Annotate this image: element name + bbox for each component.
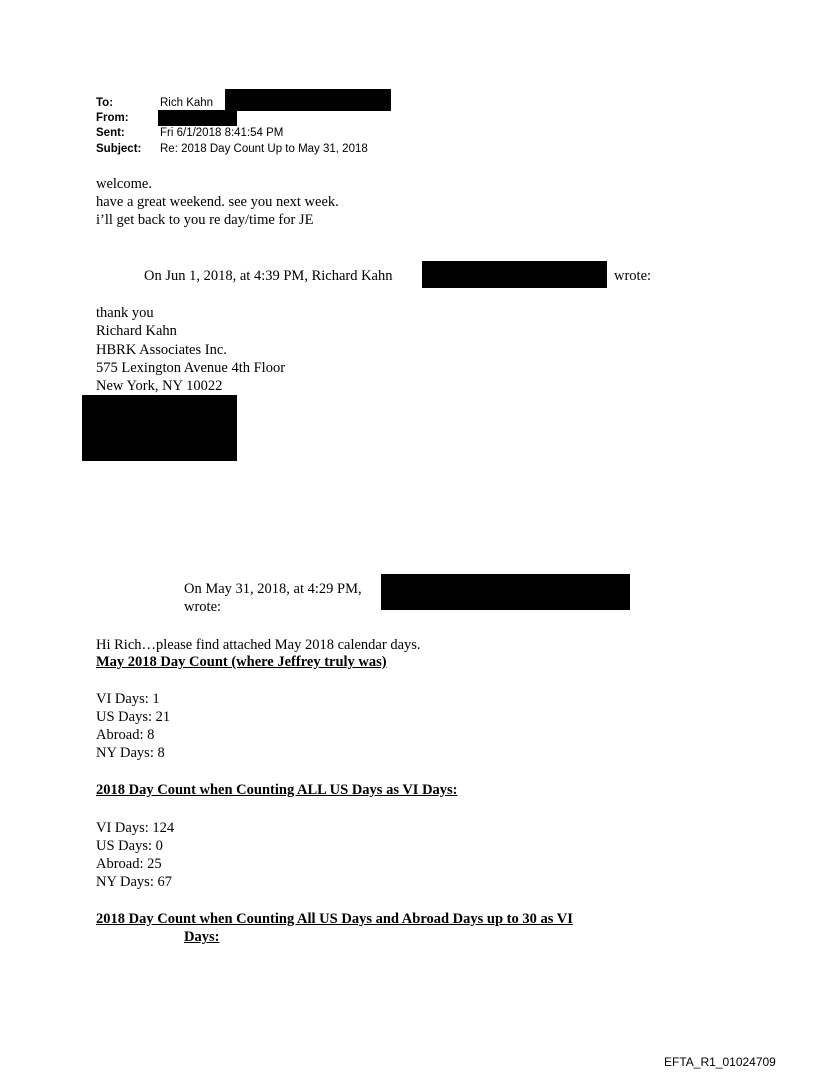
reply-line: i’ll get back to you re day/time for JE (96, 212, 314, 228)
day-count-line: VI Days: 124 (96, 820, 175, 836)
day-count-line: US Days: 21 (96, 709, 171, 725)
day-count-line: Abroad: 8 (96, 727, 155, 743)
to-label: To: (96, 97, 114, 109)
day-count-line: NY Days: 67 (96, 874, 172, 890)
day-count-line: NY Days: 8 (96, 745, 165, 761)
day-count-heading: Days: (184, 929, 220, 945)
day-count-heading: 2018 Day Count when Counting All US Days and Abroad Days up to 30 as VI (96, 911, 573, 927)
day-count-heading: May 2018 Day Count (where Jeffrey truly was) (96, 654, 387, 670)
reply-line: welcome. (96, 176, 152, 192)
signature-line: Richard Kahn (96, 323, 177, 339)
quote1-wrote: wrote: (614, 268, 652, 284)
redaction-block (158, 110, 237, 126)
to-value: Rich Kahn (160, 97, 214, 109)
day-count-heading: 2018 Day Count when Counting ALL US Days as VI Days: (96, 782, 458, 798)
subject-label: Subject: (96, 143, 142, 155)
document-id: EFTA_R1_01024709 (664, 1055, 776, 1069)
reply-line: have a great weekend. see you next week. (96, 194, 339, 210)
day-count-line: Abroad: 25 (96, 856, 162, 872)
redaction-block (82, 395, 237, 461)
day-count-line: US Days: 0 (96, 838, 163, 854)
signature-line: thank you (96, 305, 154, 321)
from-label: From: (96, 112, 129, 124)
redaction-block (225, 89, 391, 111)
day-count-line: VI Days: 1 (96, 691, 160, 707)
greeting-line: Hi Rich…please find attached May 2018 calendar days. (96, 637, 421, 653)
sent-value: Fri 6/1/2018 8:41:54 PM (160, 127, 284, 139)
signature-line: 575 Lexington Avenue 4th Floor (96, 360, 286, 376)
quote2-intro: On May 31, 2018, at 4:29 PM, (184, 581, 362, 597)
subject-value: Re: 2018 Day Count Up to May 31, 2018 (160, 143, 368, 155)
sent-label: Sent: (96, 127, 125, 139)
redaction-block (381, 574, 630, 610)
quote1-intro: On Jun 1, 2018, at 4:39 PM, Richard Kahn (144, 268, 393, 284)
redaction-block (422, 261, 607, 288)
signature-line: New York, NY 10022 (96, 378, 223, 394)
quote2-wrote: wrote: (184, 599, 222, 615)
signature-line: HBRK Associates Inc. (96, 342, 227, 358)
